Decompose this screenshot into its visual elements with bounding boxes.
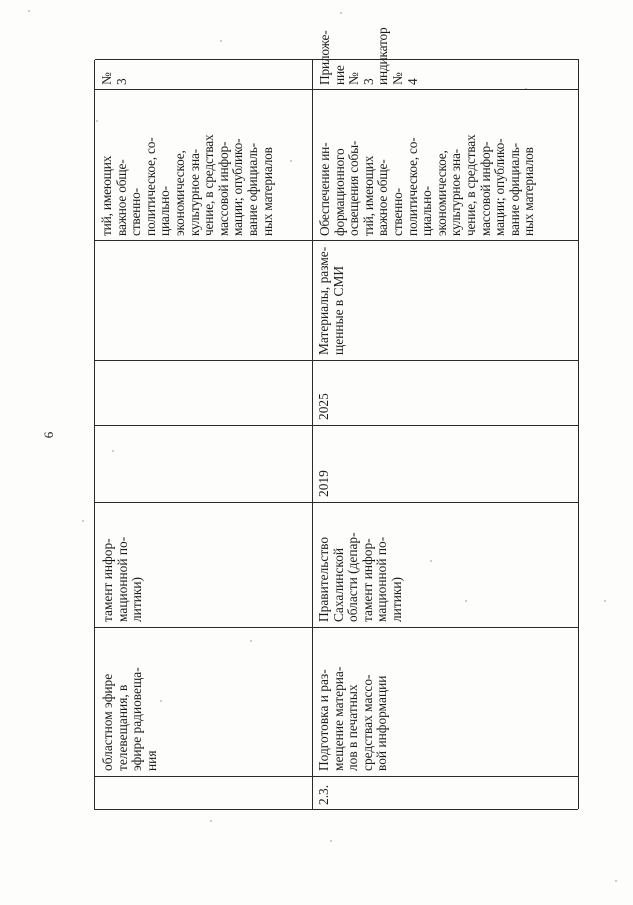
table-cell-description: тий, имеющих важное обще- ственно- политическое, со- циально- экономическое, культурное зна- чение, в средствах массовой инфор- мации; опублико- вание официаль- ных материалов bbox=[95, 89, 313, 240]
program-table-wrapper bbox=[94, 27, 578, 810]
table-cell-activity: областном эфире телевещания, в эфире радиовеща- ния bbox=[95, 627, 313, 776]
program-activities-table bbox=[94, 27, 578, 810]
table-cell-reference: № 3 bbox=[95, 59, 313, 89]
page-number: 6 bbox=[41, 431, 56, 439]
table-cell-end-year bbox=[95, 360, 313, 425]
table-cell-end-year: 2025 bbox=[313, 360, 579, 425]
table-cell-activity: Подготовка и раз- мещение материа- лов в печатных средствах массо- вой информации bbox=[313, 627, 579, 776]
table-cell-start-year: 2019 bbox=[313, 425, 579, 502]
table-cell-description: Обеспечение ин- формационного освещения собы- тий, имеющих важное обще- ственно- политическое, со- циально- экономическое, культурное зна- чение, в средствах массовой инфор- мации; опублико- вание официаль- ных материалов bbox=[313, 89, 579, 240]
table-cell-number: 2.3. bbox=[313, 776, 579, 809]
table-cell-start-year bbox=[95, 425, 313, 502]
table-cell-executor: Правительство Сахалинской области (депар- тамент инфор- мационной по- литики) bbox=[313, 502, 579, 627]
table-cell-result bbox=[95, 240, 313, 360]
table-cell-number bbox=[95, 776, 313, 809]
table-cell-executor: тамент инфор- мационной по- литики) bbox=[95, 502, 313, 627]
table-cell-reference: Приложе- ние № 3 индикатор № 4 bbox=[313, 59, 579, 89]
table-cell-result: Материалы, разме- щенные в СМИ bbox=[313, 240, 579, 360]
